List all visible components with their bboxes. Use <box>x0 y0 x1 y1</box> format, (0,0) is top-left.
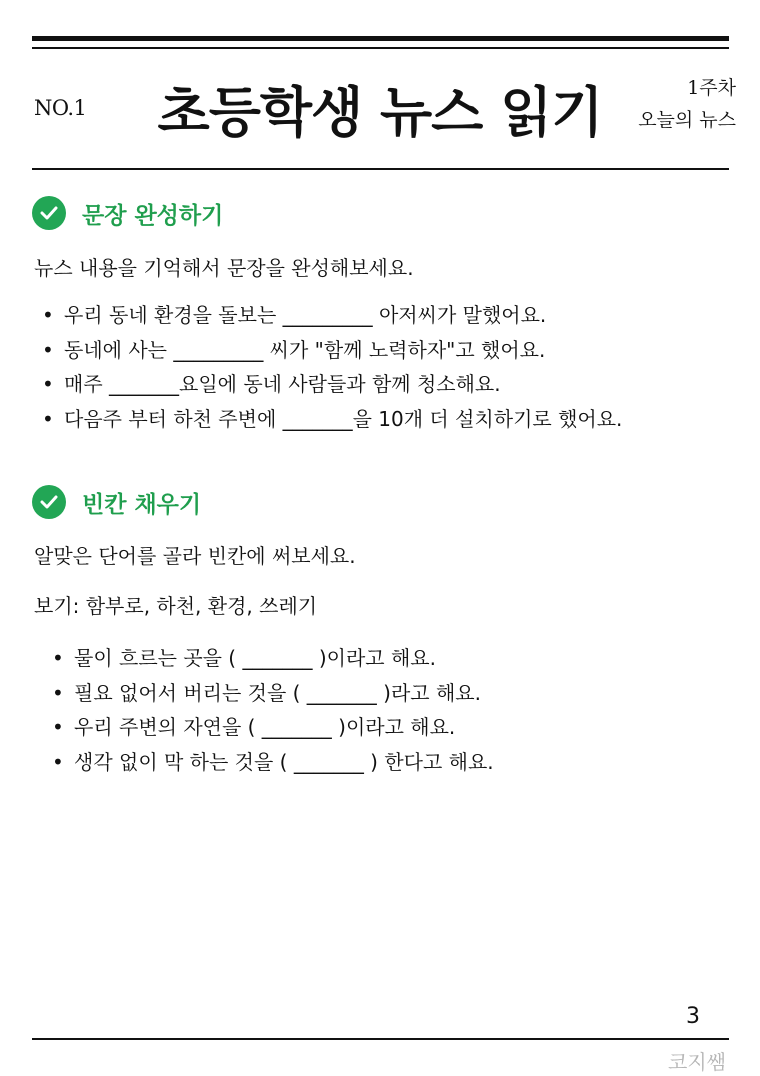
section-title: 빈칸 채우기 <box>82 491 202 518</box>
list-item: • 동네에 사는 _________ 씨가 "함께 노력하자"고 했어요. <box>40 333 622 368</box>
list-item: • 필요 없어서 버리는 것을 ( _______ )라고 해요. <box>50 676 494 711</box>
list-item: • 물이 흐르는 곳을 ( _______ )이라고 해요. <box>50 641 494 676</box>
section-instruction: 알맞은 단어를 골라 빈칸에 써보세요. <box>34 544 356 568</box>
section-title: 문장 완성하기 <box>82 202 224 229</box>
brand-watermark: 코지쌤 <box>668 1050 726 1074</box>
section-instruction: 뉴스 내용을 기억해서 문장을 완성해보세요. <box>34 256 414 280</box>
week-label-block <box>638 72 736 136</box>
header-bottom-rule <box>32 168 729 170</box>
list-item: • 우리 주변의 자연을 ( _______ )이라고 해요. <box>50 710 494 745</box>
section-complete-sentences-heading <box>32 196 223 230</box>
word-choices: 보기: 함부로, 하천, 환경, 쓰레기 <box>34 594 318 618</box>
header-top-thick-rule <box>32 36 729 41</box>
week-label: 1주차 <box>687 77 736 99</box>
list-item: • 생각 없이 막 하는 것을 ( _______ ) 한다고 해요. <box>50 745 494 780</box>
issue-number: NO.1 <box>34 96 87 120</box>
page-title: 초등학생 뉴스 읽기 <box>157 81 603 144</box>
blank-list <box>50 641 494 779</box>
check-circle-icon <box>32 196 66 230</box>
footer-rule <box>32 1038 729 1040</box>
header-top-thin-rule <box>32 47 729 49</box>
check-circle-icon <box>32 485 66 519</box>
list-item: • 다음주 부터 하천 주변에 _______을 10개 더 설치하기로 했어요. <box>40 402 622 437</box>
list-item: • 매주 _______요일에 동네 사람들과 함께 청소해요. <box>40 367 622 402</box>
sentence-list <box>40 298 622 436</box>
section-fill-blanks-heading <box>32 485 201 519</box>
list-item: • 우리 동네 환경을 돌보는 _________ 아저씨가 말했어요. <box>40 298 622 333</box>
news-subtitle: 오늘의 뉴스 <box>638 109 736 131</box>
page-number: 3 <box>686 1004 700 1029</box>
